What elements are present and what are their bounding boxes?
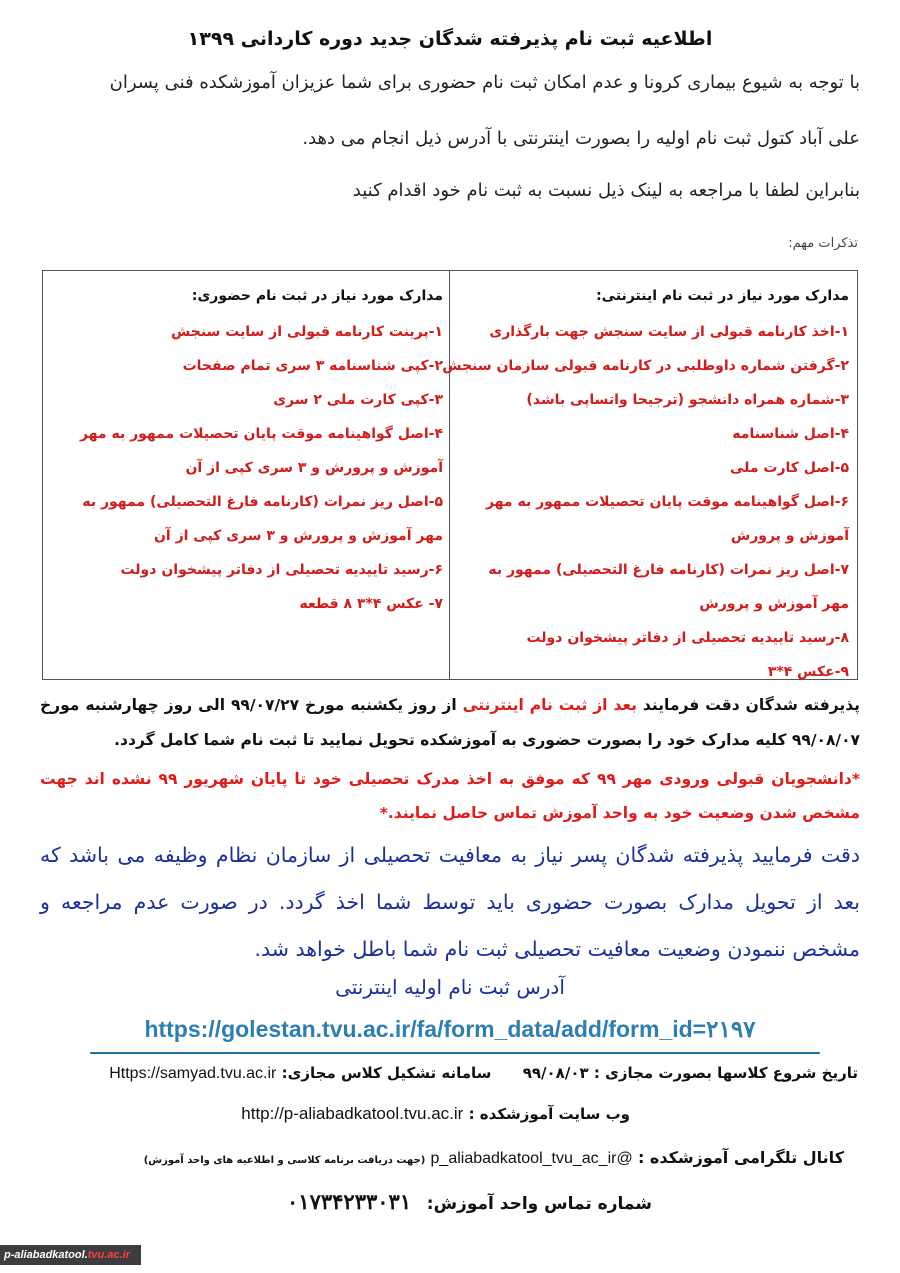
intro-line-1: با توجه به شیوع بیماری کرونا و عدم امکان ثبت نام حضوری برای شما عزیزان آموزشکده فنی پسران: [109, 72, 860, 93]
list-item: ۲-کپی شناسنامه ۳ سری تمام صفحات: [182, 358, 443, 374]
telegram-line: [144, 1148, 844, 1168]
website-label: وب سایت آموزشکده :: [468, 1105, 630, 1123]
list-item: ۶-اصل گواهینامه موقت پایان تحصیلات ممهور به مهر آموزش و پرورش: [485, 494, 849, 544]
table-divider: [449, 271, 450, 679]
list-item: ۳-کپی کارت ملی ۲ سری: [273, 392, 443, 408]
address-title: آدرس ثبت نام اولیه اینترنتی: [335, 975, 565, 999]
inperson-documents-column: [53, 283, 443, 621]
list-item: ۳-شماره همراه دانشجو (ترجیحا واتساپی باشد): [526, 392, 849, 408]
notes-label: تذکرات مهم:: [788, 236, 858, 251]
class-start-label: تاریخ شروع کلاسها بصورت مجازی : ۹۹/۰۸/۰۳: [522, 1064, 858, 1082]
watermark-bar: [0, 1245, 141, 1265]
deadline-highlight: بعد از ثبت نام اینترنتی: [462, 696, 637, 714]
website-link[interactable]: http://p-aliabadkatool.tvu.ac.ir: [241, 1104, 464, 1123]
list-item: ۷- عکس ۴*۳ ۸ قطعه: [299, 596, 443, 612]
list-item: ۱-اخذ کارنامه قبولی از سایت سنجش جهت بارگذاری: [489, 324, 849, 340]
online-documents-header: مدارک مورد نیاز در ثبت نام اینترنتی:: [596, 288, 849, 304]
page-title: اطلاعیه ثبت نام پذیرفته شدگان جدید دوره کاردانی ۱۳۹۹: [187, 28, 713, 50]
conscription-notice: دقت فرمایید پذیرفته شدگان پسر نیاز به معافیت تحصیلی از سازمان نظام وظیفه می باشد که بعد از تحویل مدارک بصورت حضوری باید توسط شما اخذ گردد. در صورت عدم مراجعه و مشخص ننمودن وضعیت معافیت تحصیلی ثبت نام شما باطل خواهد شد.: [40, 843, 860, 961]
watermark-text: p-aliabadkatool.tvu.ac.ir: [4, 1249, 130, 1261]
deadline-paragraph: [40, 688, 860, 758]
deadline-text-2: از روز یکشنبه مورخ ۹۹/۰۷/۲۷ الی روز چهارشنبه مورخ ۹۹/۰۸/۰۷ کلیه مدارک خود را بصورت حضوری به آموزشکده تحویل نمایید تا ثبت نام شما کامل گردد.: [40, 696, 860, 749]
intro-line-2: علی آباد کتول ثبت نام اولیه را بصورت اینترنتی با آدرس ذیل انجام می دهد.: [302, 128, 860, 149]
list-item: ۲-گرفتن شماره داوطلبی در کارنامه قبولی سازمان سنجش: [442, 358, 849, 374]
telegram-note: (جهت دریافت برنامه کلاسی و اطلاعیه های واحد آموزش): [143, 1155, 426, 1166]
list-item: ۵-اصل کارت ملی: [729, 460, 849, 476]
intro-line-3: بنابراین لطفا با مراجعه به لینک ذیل نسبت به ثبت نام خود اقدام کنید: [352, 180, 860, 201]
link-underline: [90, 1052, 820, 1054]
registration-link[interactable]: https://golestan.tvu.ac.ir/fa/form_data/add/form_id=۲۱۹۷: [144, 1016, 756, 1042]
deadline-text-1: پذیرفته شدگان دقت فرمایند: [636, 696, 860, 714]
inperson-documents-header: مدارک مورد نیاز در ثبت نام حضوری:: [191, 288, 443, 304]
list-item: ۴-اصل شناسنامه: [732, 426, 849, 442]
red-notice: *دانشجویان قبولی ورودی مهر ۹۹ که موفق به اخذ مدرک تحصیلی خود تا پایان شهریور ۹۹ نشده اند جهت مشخص شدن وضعیت خود به واحد آموزش تماس حاصل نمایند.*: [40, 770, 860, 822]
phone-number: ۰۱۷۳۴۲۳۳۰۳۱: [287, 1191, 412, 1214]
telegram-handle[interactable]: @p_aliabadkatool_tvu_ac_ir: [430, 1150, 633, 1167]
telegram-label: کانال تلگرامی آموزشکده :: [637, 1148, 844, 1167]
phone-label: شماره تماس واحد آموزش:: [426, 1194, 652, 1214]
phone-line: [287, 1190, 652, 1215]
virtual-class-label: سامانه تشکیل کلاس مجازی:: [281, 1064, 492, 1082]
list-item: ۷-اصل ریز نمرات (کارنامه فارغ التحصیلی) ممهور به مهر آموزش و پرورش: [488, 562, 849, 612]
list-item: ۶-رسید تاییدیه تحصیلی از دفاتر پیشخوان دولت: [120, 562, 443, 578]
class-start-line: [109, 1064, 858, 1083]
list-item: ۵-اصل ریز نمرات (کارنامه فارغ التحصیلی) ممهور به مهر آموزش و پرورش و ۳ سری کپی از آن: [82, 494, 443, 544]
list-item: ۴-اصل گواهینامه موقت پایان تحصیلات ممهور به مهر آموزش و پرورش و ۳ سری کپی از آن: [79, 426, 443, 476]
online-documents-column: [442, 283, 849, 689]
list-item: ۱-پرینت کارنامه قبولی از سایت سنجش: [170, 324, 443, 340]
virtual-class-link[interactable]: Https://samyad.tvu.ac.ir: [109, 1065, 277, 1082]
list-item: ۹-عکس ۴*۳: [767, 664, 849, 680]
list-item: ۸-رسید تاییدیه تحصیلی از دفاتر پیشخوان دولت: [526, 630, 849, 646]
documents-table: [42, 270, 858, 680]
website-line: [241, 1104, 630, 1124]
